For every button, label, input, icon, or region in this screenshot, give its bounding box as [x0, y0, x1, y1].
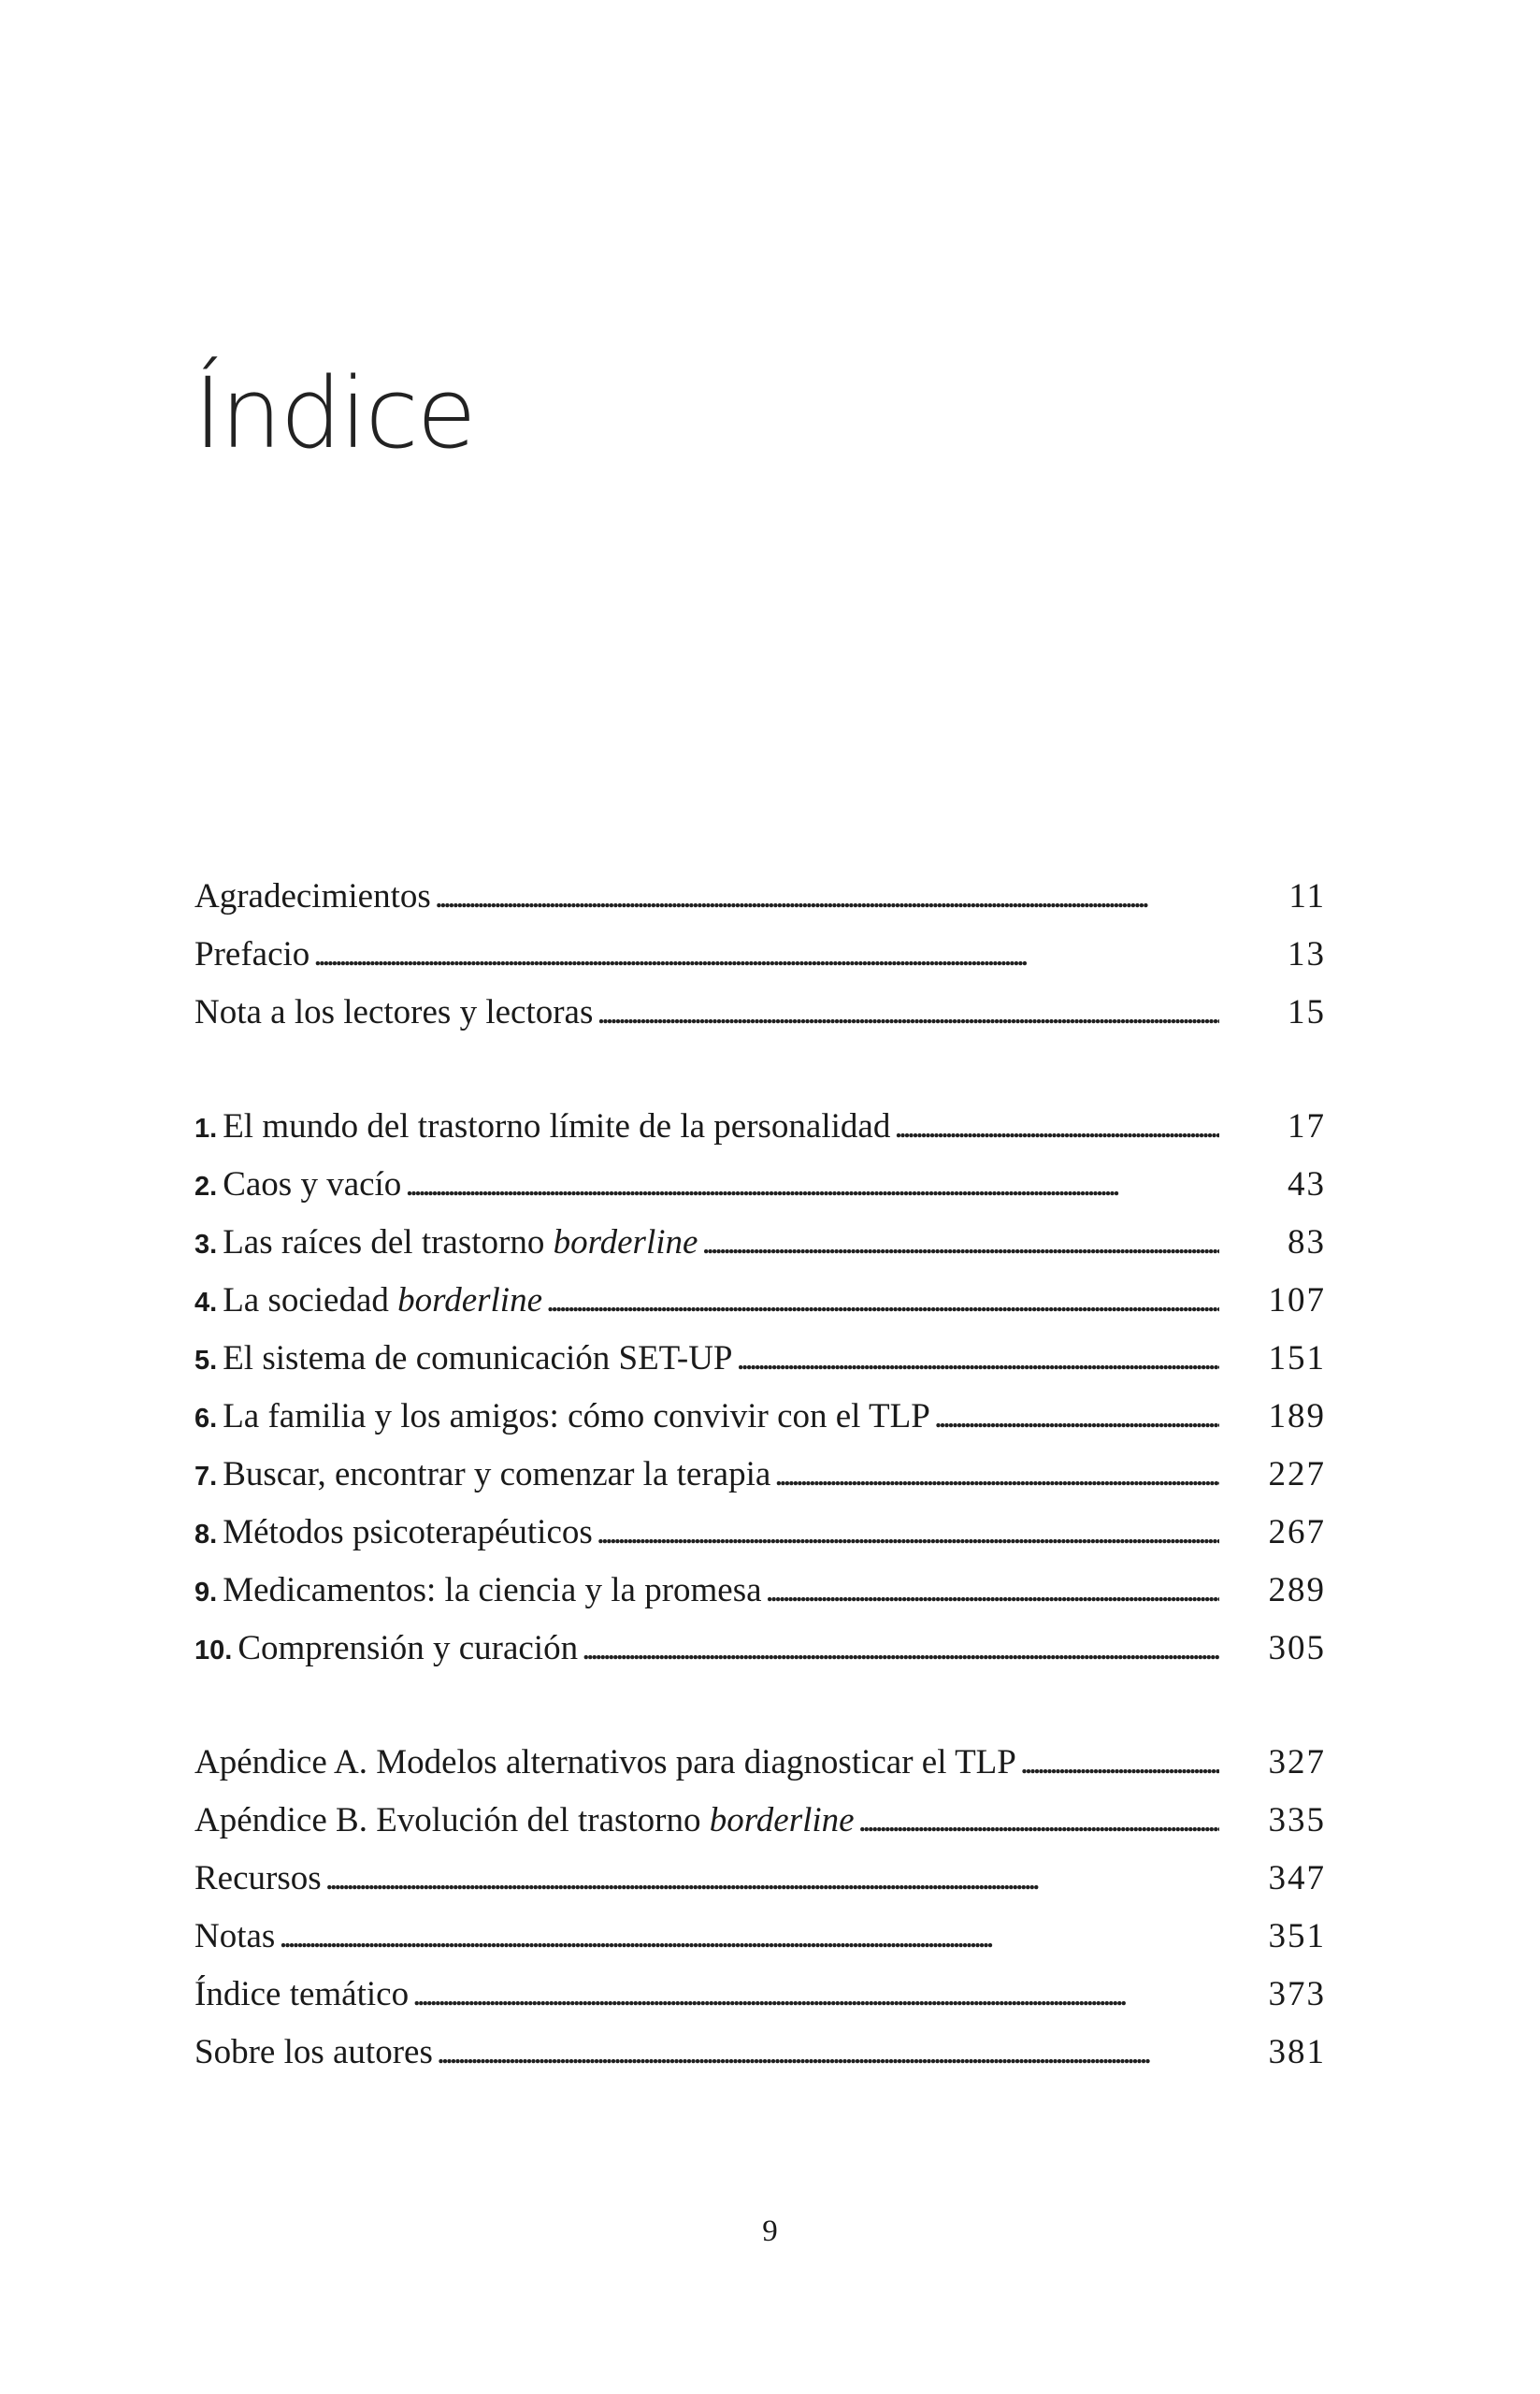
toc-entry-apendice-a[interactable] [194, 1734, 1326, 1792]
dot-leader [279, 1908, 1219, 1966]
dot-leader [934, 1388, 1219, 1446]
dot-leader [405, 1156, 1219, 1214]
toc-chapter-1[interactable] [194, 1098, 1326, 1156]
toc-entry-title [223, 1272, 542, 1330]
toc-entry-title: La familia y los amigos: cómo convivir con el TLP [223, 1397, 930, 1435]
toc-entry-title: Recursos [194, 1859, 322, 1897]
toc-entry-agradecimientos[interactable] [194, 868, 1326, 926]
toc-entry-page: 351 [1268, 1917, 1326, 1955]
chapter-number: 5. [194, 1346, 218, 1376]
title-text: La sociedad [223, 1281, 398, 1320]
chapter-number: 4. [194, 1288, 218, 1318]
dot-leader [894, 1098, 1219, 1156]
dot-leader [435, 868, 1219, 926]
toc-entry-page: 373 [1268, 1975, 1326, 2013]
front-matter-group [194, 868, 1326, 1042]
toc-entry-title: Nota a los lectores y lectoras [194, 993, 594, 1031]
toc-entry-page: 335 [1268, 1801, 1326, 1839]
toc-entry-title: Notas [194, 1917, 276, 1955]
back-matter-group [194, 1734, 1326, 2082]
toc-entry-sobre-los-autores[interactable] [194, 2024, 1326, 2082]
chapter-number: 7. [194, 1462, 218, 1492]
toc-entry-page: 107 [1268, 1281, 1326, 1320]
toc-entry-title: Prefacio [194, 935, 310, 973]
toc-entry-title: Comprensión y curación [237, 1629, 579, 1667]
toc-entry-indice-tematico[interactable] [194, 1966, 1326, 2024]
toc-chapter-4[interactable] [194, 1272, 1326, 1330]
toc-entry-page: 151 [1268, 1339, 1326, 1377]
page-title: Índice [194, 356, 475, 470]
toc-entry-title [223, 1214, 698, 1272]
toc-entry-title: El sistema de comunicación SET-UP [223, 1339, 733, 1377]
toc-entry-page: 189 [1268, 1397, 1326, 1435]
dot-leader [597, 1504, 1219, 1562]
toc-entry-title: Sobre los autores [194, 2033, 433, 2071]
toc-chapter-8[interactable] [194, 1504, 1326, 1562]
title-text: Las raíces del trastorno [223, 1223, 554, 1262]
toc-entry-page: 15 [1288, 993, 1326, 1031]
toc-entry-title: Medicamentos: la ciencia y la promesa [223, 1571, 762, 1609]
toc-chapter-2[interactable] [194, 1156, 1326, 1214]
toc-entry-nota[interactable] [194, 984, 1326, 1042]
toc-entry-page: 267 [1268, 1513, 1326, 1551]
toc-entry-page: 347 [1268, 1859, 1326, 1897]
toc-entry-page: 381 [1268, 2033, 1326, 2071]
toc-entry-page: 327 [1268, 1743, 1326, 1781]
toc-chapter-3[interactable] [194, 1214, 1326, 1272]
toc-chapter-5[interactable] [194, 1330, 1326, 1388]
title-text: Apéndice B. Evolución del trastorno [194, 1801, 710, 1839]
toc-entry-page: 43 [1288, 1165, 1326, 1204]
toc-entry-page: 227 [1268, 1455, 1326, 1493]
toc-entry-title: Índice temático [194, 1975, 410, 2013]
toc-entry-title: Apéndice A. Modelos alternativos para diagnosticar el TLP [194, 1743, 1016, 1781]
toc-entry-title: Agradecimientos [194, 877, 431, 916]
toc-entry-page: 13 [1288, 935, 1326, 973]
chapter-number: 9. [194, 1578, 218, 1608]
toc-entry-page: 289 [1268, 1571, 1326, 1609]
toc-chapter-6[interactable] [194, 1388, 1326, 1446]
dot-leader [766, 1562, 1219, 1620]
title-italic: borderline [553, 1223, 698, 1262]
title-italic: borderline [709, 1801, 855, 1839]
dot-leader [1020, 1734, 1219, 1792]
toc-entry-recursos[interactable] [194, 1850, 1326, 1908]
toc-entry-notas[interactable] [194, 1908, 1326, 1966]
chapter-number: 10. [194, 1636, 233, 1666]
chapter-number: 3. [194, 1230, 218, 1260]
chapters-group [194, 1098, 1326, 1678]
toc-entry-prefacio[interactable] [194, 926, 1326, 984]
dot-leader [858, 1792, 1219, 1850]
page-number: 9 [762, 2214, 778, 2248]
chapter-number: 6. [194, 1404, 218, 1434]
toc-entry-page: 11 [1288, 877, 1326, 916]
toc-entry-page: 17 [1288, 1107, 1326, 1146]
dot-leader [597, 984, 1219, 1042]
toc-entry-title: Métodos psicoterapéuticos [223, 1513, 593, 1551]
toc-chapter-10[interactable] [194, 1620, 1326, 1678]
chapter-number: 1. [194, 1114, 218, 1144]
dot-leader [313, 926, 1219, 984]
dot-leader [546, 1272, 1219, 1330]
title-italic: borderline [397, 1281, 543, 1320]
toc-chapter-7[interactable] [194, 1446, 1326, 1504]
dot-leader [325, 1850, 1219, 1908]
toc-entry-title [194, 1792, 855, 1850]
dot-leader [737, 1330, 1219, 1388]
toc-entry-page: 305 [1268, 1629, 1326, 1667]
dot-leader [437, 2024, 1219, 2082]
dot-leader [412, 1966, 1219, 2024]
dot-leader [582, 1620, 1219, 1678]
table-of-contents [194, 868, 1326, 2082]
toc-entry-apendice-b[interactable] [194, 1792, 1326, 1850]
toc-entry-title: Buscar, encontrar y comenzar la terapia [223, 1455, 771, 1493]
toc-chapter-9[interactable] [194, 1562, 1326, 1620]
toc-entry-title: El mundo del trastorno límite de la personalidad [223, 1107, 891, 1146]
toc-entry-page: 83 [1288, 1223, 1326, 1262]
dot-leader [701, 1214, 1219, 1272]
toc-entry-title: Caos y vacío [223, 1165, 402, 1204]
chapter-number: 2. [194, 1172, 218, 1202]
chapter-number: 8. [194, 1520, 218, 1550]
dot-leader [774, 1446, 1219, 1504]
